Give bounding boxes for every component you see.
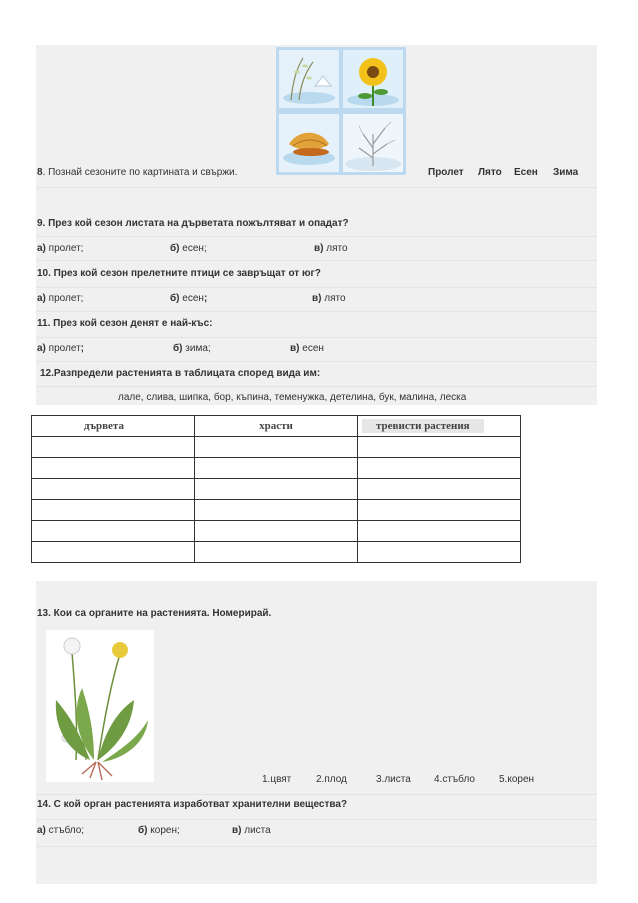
table-cell[interactable] [195, 437, 358, 458]
question-text: . Познай сезоните по картината и свържи. [42, 167, 238, 178]
season-pictures-grid [276, 47, 406, 175]
organ-label-4: 4.стъбло [434, 774, 475, 785]
option-text: стъбло; [45, 825, 85, 836]
table-cell[interactable] [358, 458, 521, 479]
option-text: есен; [179, 243, 207, 254]
option-letter: в) [314, 243, 324, 254]
table-row [32, 479, 521, 500]
option-text: пролет [45, 343, 81, 354]
q11-option-a [37, 343, 84, 354]
option-punct: ; [203, 293, 208, 304]
table-cell[interactable] [195, 542, 358, 563]
spring-picture [279, 50, 339, 108]
row-divider [36, 794, 597, 795]
table-cell[interactable] [32, 542, 195, 563]
q14-option-c [232, 825, 271, 836]
option-letter: а) [37, 825, 46, 836]
row-divider [36, 361, 597, 362]
q9-option-a [37, 243, 83, 254]
option-letter: б) [170, 293, 180, 304]
q10-option-a [37, 293, 83, 304]
option-letter: а) [37, 343, 46, 354]
header-trees: дървета [32, 416, 195, 437]
row-divider [36, 311, 597, 312]
table-cell[interactable] [358, 521, 521, 542]
organ-label-3: 3.листа [376, 774, 411, 785]
question-8 [37, 167, 237, 178]
q10-option-b [170, 293, 207, 304]
option-letter: в) [312, 293, 322, 304]
row-divider [36, 260, 597, 261]
season-label-winter: Зима [553, 167, 579, 178]
table-cell[interactable] [358, 437, 521, 458]
season-label-summer: Лято [478, 167, 502, 178]
option-letter: б) [173, 343, 183, 354]
question-number: 8 [37, 167, 43, 178]
classification-table [31, 415, 521, 563]
row-divider [36, 337, 597, 338]
table-cell[interactable] [32, 479, 195, 500]
option-text: есен [179, 293, 204, 304]
q10-option-c [312, 293, 346, 304]
option-text: корен; [147, 825, 180, 836]
season-label-spring: Пролет [428, 167, 464, 178]
winter-picture [343, 114, 403, 172]
q14-option-b [138, 825, 180, 836]
question-14: 14. С кой орган растенията изработват хранителни вещества? [37, 799, 348, 810]
header-shrubs: храсти [195, 416, 358, 437]
season-label-autumn: Есен [514, 167, 538, 178]
option-text: пролет; [45, 243, 84, 254]
question-12: 12.Разпредели растенията в таблицата според вида им: [40, 368, 321, 379]
table-cell[interactable] [195, 500, 358, 521]
option-text: пролет; [45, 293, 84, 304]
table-row [32, 458, 521, 479]
q14-option-a [37, 825, 84, 836]
row-divider [36, 386, 597, 387]
table-row [32, 500, 521, 521]
table-row [32, 437, 521, 458]
option-letter: в) [290, 343, 300, 354]
option-text: листа [241, 825, 271, 836]
option-letter: б) [138, 825, 148, 836]
row-divider [36, 187, 597, 188]
table-header-row [32, 416, 521, 437]
option-letter: а) [37, 293, 46, 304]
table-cell[interactable] [358, 542, 521, 563]
table-cell[interactable] [195, 521, 358, 542]
table-cell[interactable] [32, 521, 195, 542]
option-text: лято [323, 243, 348, 254]
dandelion-illustration [46, 630, 154, 782]
option-text: лято [321, 293, 346, 304]
table-cell[interactable] [195, 479, 358, 500]
header-herbs-label: тревисти растения [362, 419, 484, 433]
question-13: 13. Кои са органите на растенията. Номерирай. [37, 608, 272, 619]
organ-label-2: 2.плод [316, 774, 347, 785]
question-9: 9. През кой сезон листата на дърветата пожълтяват и опадат? [37, 218, 349, 229]
organ-label-1: 1.цвят [262, 774, 292, 785]
table-cell[interactable] [32, 500, 195, 521]
table-cell[interactable] [32, 437, 195, 458]
table-row [32, 542, 521, 563]
plant-list: лале, слива, шипка, бор, къпина, теменужка, детелина, бук, малина, леска [118, 392, 467, 403]
option-letter: а) [37, 243, 46, 254]
table-cell[interactable] [358, 500, 521, 521]
row-divider [36, 287, 597, 288]
table-row [32, 521, 521, 542]
table-cell[interactable] [358, 479, 521, 500]
row-divider [36, 236, 597, 237]
question-10: 10. През кой сезон прелетните птици се завръщат от юг? [37, 268, 321, 279]
q11-option-c [290, 343, 324, 354]
option-letter: в) [232, 825, 242, 836]
table-cell[interactable] [32, 458, 195, 479]
summer-picture [343, 50, 403, 108]
question-11: 11. През кой сезон денят е най-къс: [37, 318, 213, 329]
option-text: зима; [182, 343, 211, 354]
header-herbs [358, 416, 521, 437]
row-divider [36, 846, 597, 847]
row-divider [36, 819, 597, 820]
option-punct: ; [80, 343, 84, 354]
autumn-picture [279, 114, 339, 172]
organ-label-5: 5.корен [499, 774, 535, 785]
option-text: есен [299, 343, 324, 354]
table-cell[interactable] [195, 458, 358, 479]
option-letter: б) [170, 243, 180, 254]
q9-option-b [170, 243, 207, 254]
q9-option-c [314, 243, 348, 254]
q11-option-b [173, 343, 211, 354]
